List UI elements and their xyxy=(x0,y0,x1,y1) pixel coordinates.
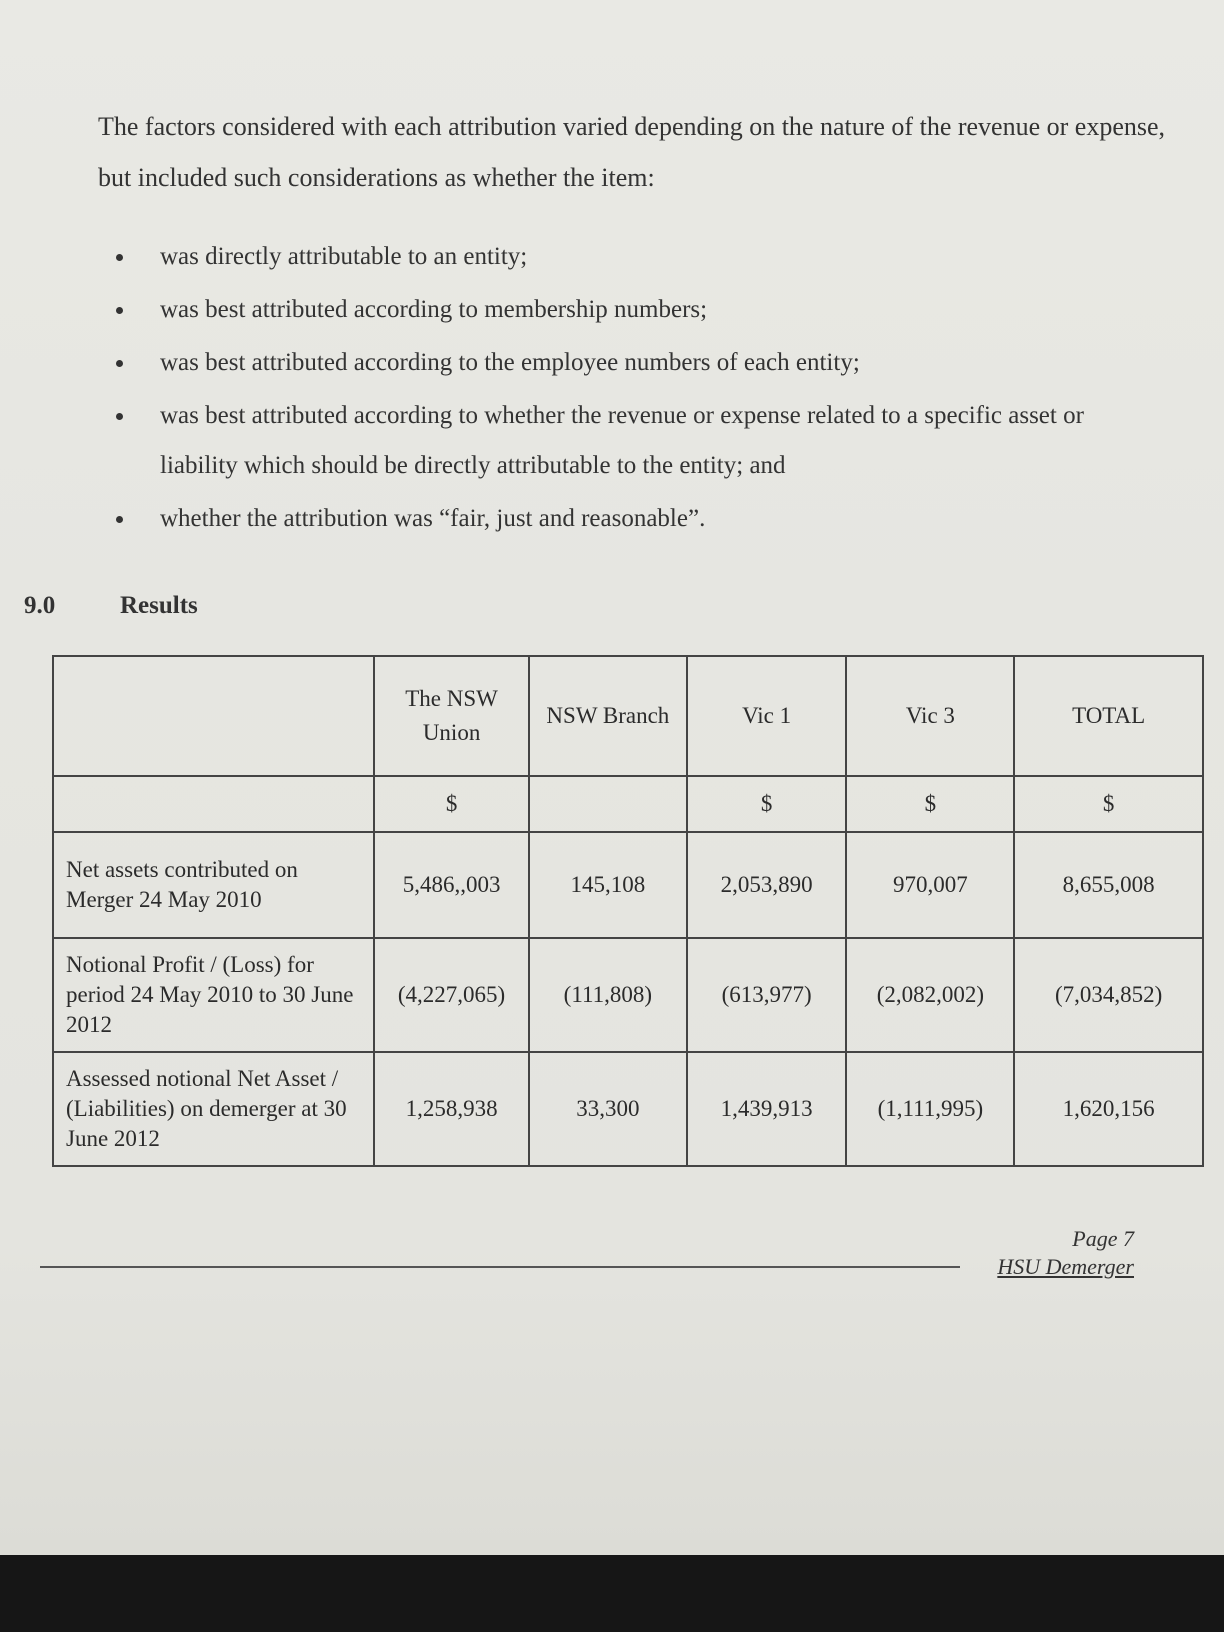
bullet-icon xyxy=(116,413,123,420)
table-cell: 1,258,938 xyxy=(374,1052,529,1166)
list-item-text: was best attributed according to whether the revenue or expense related to a specific asset or liability which should be directly attributable to the entity; and xyxy=(160,402,1084,479)
bullet-icon xyxy=(116,307,123,314)
document-name: HSU Demerger xyxy=(997,1254,1134,1279)
table-unit-cell xyxy=(53,776,374,832)
list-item xyxy=(110,285,1110,335)
results-table xyxy=(52,655,1204,1167)
table-cell: (613,977) xyxy=(687,938,847,1052)
table-cell: 970,007 xyxy=(846,832,1014,938)
table-cell: 8,655,008 xyxy=(1014,832,1203,938)
table-unit-cell: $ xyxy=(1014,776,1203,832)
list-item-text: was directly attributable to an entity; xyxy=(160,243,528,270)
table-header-cell: The NSW Union xyxy=(374,656,529,776)
table-header-cell: Vic 1 xyxy=(687,656,847,776)
table-cell: 33,300 xyxy=(529,1052,687,1166)
table-row xyxy=(53,1052,1203,1166)
considerations-list xyxy=(110,232,1110,547)
list-item-text: whether the attribution was “fair, just and reasonable”. xyxy=(160,505,706,532)
table-header-cell: TOTAL xyxy=(1014,656,1203,776)
list-item xyxy=(110,338,1110,388)
table-unit-cell: $ xyxy=(846,776,1014,832)
table-header-cell: Vic 3 xyxy=(846,656,1014,776)
bullet-icon xyxy=(116,360,123,367)
list-item xyxy=(110,232,1110,282)
section-title: Results xyxy=(120,592,198,619)
table-cell: (7,034,852) xyxy=(1014,938,1203,1052)
table-units-row xyxy=(53,776,1203,832)
page-number: Page 7 xyxy=(1072,1226,1134,1251)
list-item-text: was best attributed according to the employee numbers of each entity; xyxy=(160,349,860,376)
table-cell: (4,227,065) xyxy=(374,938,529,1052)
intro-paragraph: The factors considered with each attribution varied depending on the nature of the revenue or expense, but included such considerations as whether the item: xyxy=(98,112,1166,192)
row-label: Net assets contributed on Merger 24 May 2010 xyxy=(53,832,374,938)
table-cell: (2,082,002) xyxy=(846,938,1014,1052)
table-cell: 1,620,156 xyxy=(1014,1052,1203,1166)
table-unit-cell: $ xyxy=(687,776,847,832)
table-unit-cell xyxy=(529,776,687,832)
row-label: Assessed notional Net Asset / (Liabilities) on demerger at 30 June 2012 xyxy=(53,1052,374,1166)
section-heading xyxy=(24,592,198,620)
list-item xyxy=(110,494,1110,544)
table-cell: 145,108 xyxy=(529,832,687,938)
table-cell: (111,808) xyxy=(529,938,687,1052)
table-row xyxy=(53,832,1203,938)
table-cell: 5,486,,003 xyxy=(374,832,529,938)
footer-divider xyxy=(40,1266,960,1268)
table-unit-cell: $ xyxy=(374,776,529,832)
table-header-cell xyxy=(53,656,374,776)
bullet-icon xyxy=(116,516,123,523)
table-cell: (1,111,995) xyxy=(846,1052,1014,1166)
table-row xyxy=(53,938,1203,1052)
background-shadow xyxy=(0,1555,1224,1632)
table-cell: 2,053,890 xyxy=(687,832,847,938)
list-item xyxy=(110,391,1110,491)
table-cell: 1,439,913 xyxy=(687,1052,847,1166)
bullet-icon xyxy=(116,254,123,261)
section-number: 9.0 xyxy=(24,592,56,619)
list-item-text: was best attributed according to membership numbers; xyxy=(160,296,708,323)
table-header-row xyxy=(53,656,1203,776)
row-label: Notional Profit / (Loss) for period 24 May 2010 to 30 June 2012 xyxy=(53,938,374,1052)
table-header-cell: NSW Branch xyxy=(529,656,687,776)
